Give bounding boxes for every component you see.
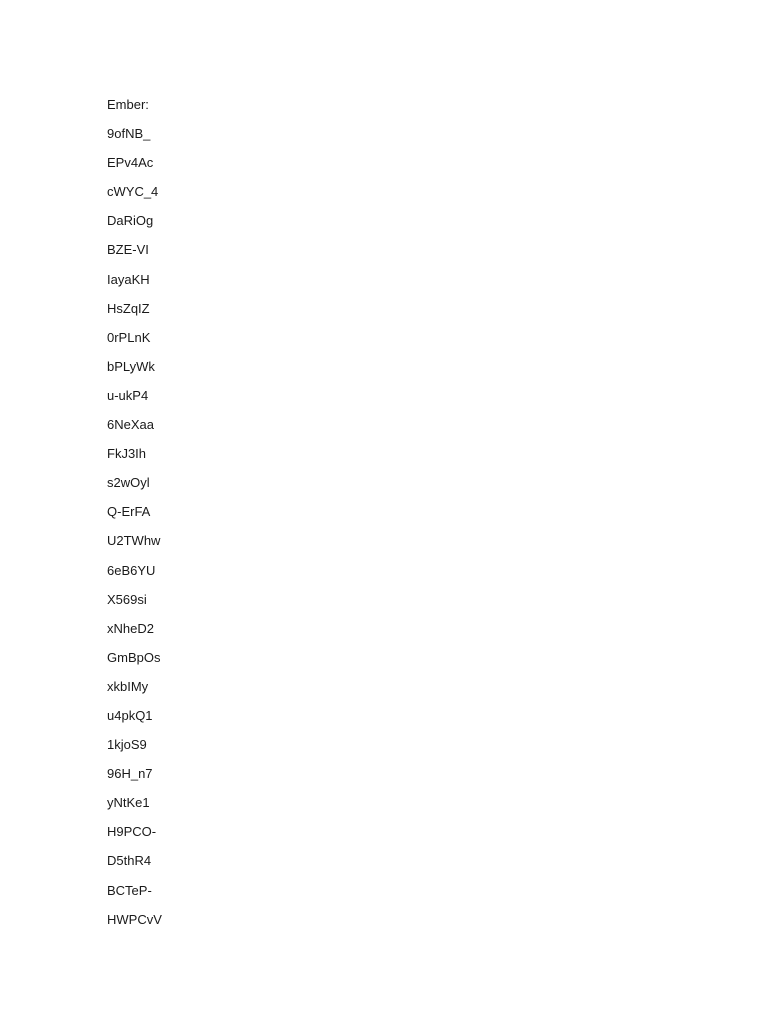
- text-line: 96H_n7: [107, 766, 153, 782]
- text-line: 9ofNB_: [107, 126, 151, 142]
- text-line: U2TWhw: [107, 533, 161, 549]
- text-line: xNheD2: [107, 620, 154, 636]
- text-line: HWPCvV: [107, 911, 162, 927]
- text-line: D5thR4: [107, 853, 152, 869]
- text-line: 6eB6YU: [107, 562, 156, 578]
- text-line: HsZqIZ: [107, 300, 150, 316]
- text-line: X569si: [107, 591, 147, 607]
- text-line: DaRiOg: [107, 213, 154, 229]
- text-line: cWYC_4: [107, 184, 159, 200]
- text-line: 1kjoS9: [107, 737, 147, 753]
- text-line: bPLyWk: [107, 358, 155, 374]
- text-line: u4pkQ1: [107, 707, 153, 723]
- text-line: BCTeP-: [107, 882, 152, 898]
- text-line: u-ukP4: [107, 387, 149, 403]
- text-line: xkbIMy: [107, 678, 149, 694]
- text-line: 6NeXaa: [107, 417, 154, 433]
- text-line: H9PCO-: [107, 824, 157, 840]
- document-body: [107, 90, 162, 934]
- text-line: IayaKH: [107, 271, 150, 287]
- text-line: EPv4Ac: [107, 155, 154, 171]
- text-line: s2wOyl: [107, 475, 150, 491]
- text-line: BZE-VI: [107, 242, 149, 258]
- text-line: yNtKe1: [107, 795, 150, 811]
- text-line: GmBpOs: [107, 649, 161, 665]
- document-heading: Ember:: [107, 97, 149, 112]
- text-line: 0rPLnK: [107, 329, 151, 345]
- text-line: FkJ3Ih: [107, 446, 147, 462]
- text-line: Q-ErFA: [107, 504, 151, 520]
